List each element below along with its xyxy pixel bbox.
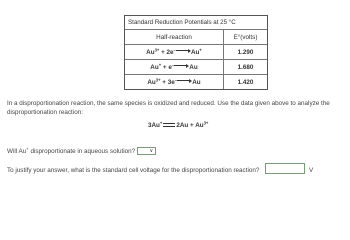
question-disproportionate: Will Au+ disproportionate in aqueous solution? ∨ <box>7 147 156 155</box>
cell-voltage-input[interactable] <box>265 163 305 174</box>
potential-cell: 1.420 <box>224 75 268 90</box>
reaction-arrow-icon <box>176 49 191 53</box>
potential-cell: 1.290 <box>224 45 268 60</box>
intro-paragraph: In a disproportionation reaction, the same species is oxidized and reduced. Use the data given above to analyze the disproportionation reaction: <box>7 100 330 116</box>
chevron-down-icon: ∨ <box>149 148 154 154</box>
potential-cell: 1.680 <box>224 60 268 75</box>
reaction-arrow-icon <box>174 64 189 68</box>
table-row <box>125 60 267 75</box>
answer-select[interactable] <box>137 147 156 155</box>
half-reaction-cell: $Au^{3+} + 3e^-$ Au <box>125 75 224 90</box>
question-cell-voltage: To justify your answer, what is the standard cell voltage for the disproportionation reaction? <box>7 167 260 174</box>
table-row <box>125 75 267 90</box>
equilibrium-arrow-icon <box>163 122 175 127</box>
table-title: Standard Reduction Potentials at 25 °C <box>125 16 267 30</box>
table-row <box>125 45 267 60</box>
disproportionation-equation: 3Au+ $2Au + Au^{3+}$ <box>148 120 209 129</box>
header-half-reaction: Half-reaction <box>125 30 224 45</box>
half-reaction-cell: $Au^{3+} + 2e^-$ Au+ <box>125 45 224 60</box>
reduction-potentials-table <box>124 15 268 90</box>
half-reaction-cell: Au+ + e− Au <box>125 60 224 75</box>
potentials-grid <box>125 30 267 89</box>
header-potential: E°(volts) <box>233 33 258 41</box>
reaction-arrow-icon <box>177 79 192 83</box>
table-header-row <box>125 30 267 45</box>
voltage-unit-label: V <box>309 167 314 174</box>
